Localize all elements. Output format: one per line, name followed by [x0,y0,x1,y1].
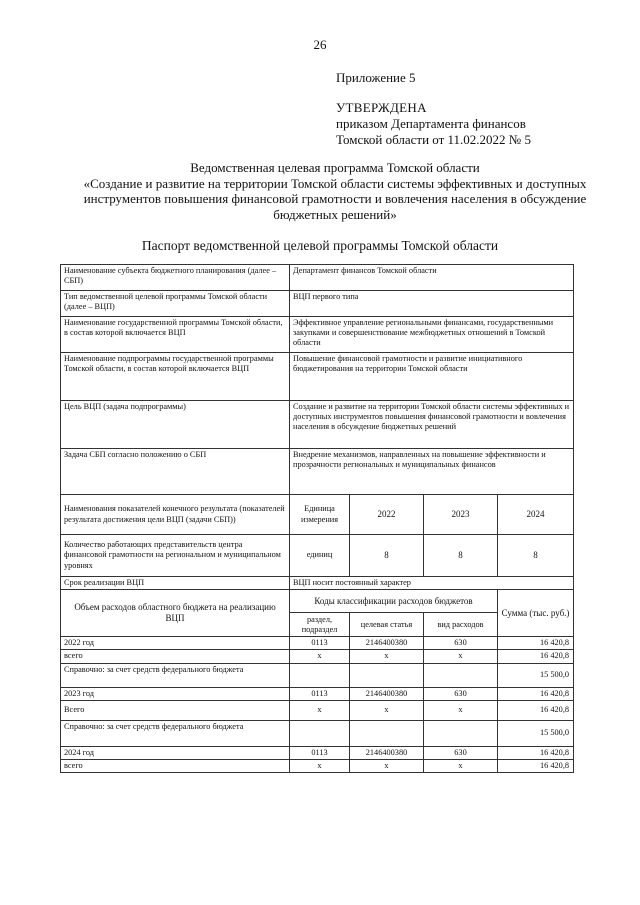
expense-article: х [350,760,424,773]
row-label: Наименование государственной программы Томской области, в состав которой включается ВЦП [61,317,290,353]
indicators-header-label: Наименования показателей конечного результата (показателей результата достижения цели ВЦП (задачи СБП)) [61,495,290,535]
program-title-line1: Ведомственная целевая программа Томской области [190,160,480,175]
expense-row [61,760,574,773]
expense-article [350,720,424,746]
expense-label: 2022 год [61,637,290,650]
kind-subheader: вид расходов [424,613,498,637]
expense-sum: 16 420,8 [498,637,574,650]
program-title [55,160,615,222]
indicator-value: 8 [350,535,424,577]
passport-table [60,264,574,773]
expense-section: 0113 [290,746,350,759]
expense-article [350,663,424,687]
expense-section [290,720,350,746]
expense-section: х [290,700,350,720]
row-value: Департамент финансов Томской области [290,265,574,291]
sum-header: Сумма (тыс. руб.) [498,590,574,637]
expense-label: 2024 год [61,746,290,759]
expense-article: 2146400380 [350,637,424,650]
expense-row [61,720,574,746]
expense-article: 2146400380 [350,687,424,700]
expenses-header-row [61,590,574,613]
expense-kind [424,663,498,687]
expenses-header-label: Объем расходов областного бюджета на реализацию ВЦП [61,590,290,637]
indicator-unit: единиц [290,535,350,577]
expense-sum: 16 420,8 [498,746,574,759]
expense-article: х [350,700,424,720]
order-reference-line1: приказом Департамента финансов [336,116,526,131]
expense-article: х [350,650,424,663]
expense-sum: 15 500,0 [498,720,574,746]
expense-kind: х [424,700,498,720]
table-row [61,317,574,353]
unit-header: Единица измерения [290,495,350,535]
expense-section [290,663,350,687]
year-header: 2023 [424,495,498,535]
row-value: Повышение финансовой грамотности и развитие инициативного бюджетирования на территории Томской области [290,353,574,401]
row-value: Создание и развитие на территории Томской области системы эффективных и доступных инструментов повышения финансовой грамотности и вовлечения населения в обсуждение бюджетных решений [290,401,574,449]
appendix-label: Приложение 5 [336,70,416,85]
program-title-line2: «Создание и развитие на территории Томской области системы эффективных и доступных [83,175,587,191]
row-label: Наименование субъекта бюджетного планирования (далее – СБП) [61,265,290,291]
article-subheader: целевая статья [350,613,424,637]
expense-row [61,700,574,720]
expense-sum: 15 500,0 [498,663,574,687]
expense-article: 2146400380 [350,746,424,759]
expense-label: 2023 год [61,687,290,700]
indicator-label: Количество работающих представительств центра финансовой грамотности на региональном и муниципальном уровнях [61,535,290,577]
expense-sum: 16 420,8 [498,687,574,700]
order-reference-line2: Томской области от 11.02.2022 № 5 [336,132,531,147]
expense-label: всего [61,760,290,773]
expense-label: Справочно: за счет средств федерального бюджета [61,720,290,746]
expense-section: х [290,650,350,663]
row-label: Тип ведомственной целевой программы Томской области (далее – ВЦП) [61,291,290,317]
indicator-value: 8 [424,535,498,577]
indicators-row [61,535,574,577]
expense-section: 0113 [290,687,350,700]
codes-header: Коды классификации расходов бюджетов [290,590,498,613]
expense-row [61,746,574,759]
expense-label: Справочно: за счет средств федерального бюджета [61,663,290,687]
approved-stamp: УТВЕРЖДЕНА [336,100,427,115]
expense-sum: 16 420,8 [498,650,574,663]
term-row [61,577,574,590]
row-label: Задача СБП согласно положению о СБП [61,449,290,495]
table-row [61,401,574,449]
expense-row [61,637,574,650]
year-header: 2024 [498,495,574,535]
expense-kind: 630 [424,637,498,650]
expense-label: Всего [61,700,290,720]
term-value: ВЦП носит постоянный характер [290,577,574,590]
section-subheader: раздел, подраздел [290,613,350,637]
row-value: Внедрение механизмов, направленных на повышение эффективности и прозрачности региональных и муниципальных финансов [290,449,574,495]
expense-sum: 16 420,8 [498,760,574,773]
expense-row [61,687,574,700]
year-header: 2022 [350,495,424,535]
table-row [61,353,574,401]
expense-kind: х [424,650,498,663]
term-label: Срок реализации ВЦП [61,577,290,590]
row-label: Цель ВЦП (задача подпрограммы) [61,401,290,449]
passport-title: Паспорт ведомственной целевой программы Томской области [141,238,499,253]
program-title-line3: инструментов повышения финансовой грамотности и вовлечения населения в обсуждение [83,191,587,206]
expense-sum: 16 420,8 [498,700,574,720]
indicator-value: 8 [498,535,574,577]
expense-row [61,650,574,663]
row-value: Эффективное управление региональными финансами, государственными закупками и совершенствование межбюджетных отношений в Томской области [290,317,574,353]
expense-section: х [290,760,350,773]
table-row [61,265,574,291]
table-row [61,449,574,495]
indicators-header-row [61,495,574,535]
expense-kind: х [424,760,498,773]
expense-kind [424,720,498,746]
expense-label: всего [61,650,290,663]
row-label: Наименование подпрограммы государственной программы Томской области, в состав которой включается ВЦП [61,353,290,401]
row-value: ВЦП первого типа [290,291,574,317]
expense-row [61,663,574,687]
program-title-line4: бюджетных решений» [273,206,397,222]
expense-section: 0113 [290,637,350,650]
expense-kind: 630 [424,746,498,759]
expense-kind: 630 [424,687,498,700]
table-row [61,291,574,317]
page-number: 26 [313,37,327,52]
